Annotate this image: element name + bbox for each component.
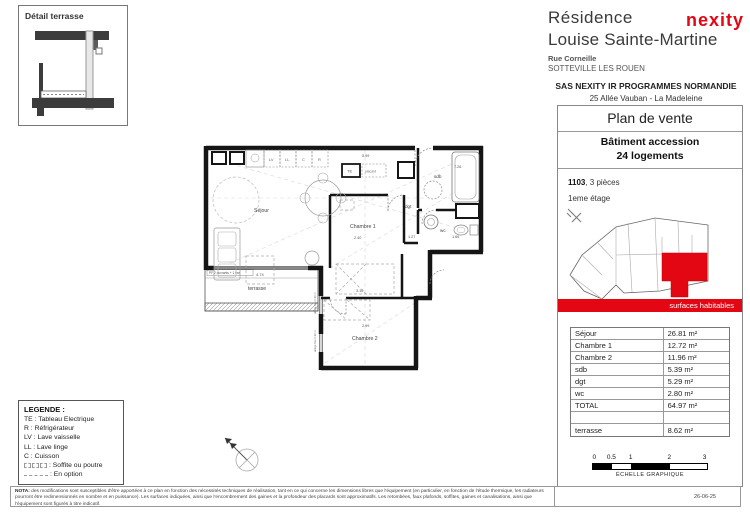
graphic-scale [592, 454, 708, 478]
legend-title: LEGENDE : [24, 405, 65, 414]
building-info [558, 132, 742, 169]
table-row: dgt 5.29 m² [571, 376, 729, 388]
appliance-lv: LV [269, 157, 274, 162]
residence-title-line1: Résidence [548, 8, 633, 27]
footer-strip [10, 486, 741, 507]
highlighted-unit-1103 [662, 253, 707, 297]
dim-ch2: 2.99 [362, 324, 370, 328]
street-address: Rue Corneille [548, 54, 597, 63]
wc-label: wc [440, 228, 446, 233]
chambre2-label: Chambre 2 [352, 336, 378, 342]
dim-sdb: 7.26 [454, 165, 462, 169]
plan-date: 26-06-25 [554, 487, 740, 506]
window-label-2: allège fixe 0.90 m [313, 330, 317, 352]
legend-box [18, 400, 124, 485]
table-row: Chambre 2 11.96 m² [571, 352, 729, 364]
floor-plan [190, 138, 500, 438]
residence-title-line2: Louise Sainte-Martine [548, 30, 718, 49]
appliance-c: C [302, 157, 305, 162]
detail-terrasse-box [18, 5, 128, 126]
unit-floor: 1eme étage [568, 194, 611, 204]
dim-sejour: 5.99 [362, 154, 370, 158]
appliance-r: R [318, 157, 321, 162]
placard-label: placard [365, 169, 377, 174]
table-row: Chambre 1 12.72 m² [571, 340, 729, 352]
terrasse-dim: 4.74 [256, 272, 264, 277]
company-name: SAS NEXITY IR PROGRAMMES NORMANDIE [555, 81, 737, 91]
building-line1: Bâtiment accession [600, 136, 700, 148]
scale-tick: 3 [702, 454, 707, 461]
exterior-walls [206, 146, 483, 370]
te-label: TE [347, 168, 353, 174]
sdb-label: sdb [434, 174, 442, 179]
terrasse-area [205, 268, 318, 311]
scale-bar-segments [592, 463, 708, 470]
window-label-1: allège fixe 0.90 m [313, 292, 317, 314]
dim-wc: 1.66 [452, 235, 460, 239]
city-address: SOTTEVILLE LES ROUEN [548, 64, 645, 73]
sejour-furniture [213, 173, 346, 284]
nota-text: NOTA: des modifications sont susceptibles d'être apportées à ce plan en fonction des nécessités techniques de réalisation, tant en ce qui concerne les dimensions libres que l'équipement (en particulier, en fonction de l'étude thermique, les radiateurs pourront être redimensionnés en nombre et en puissance). Les surfaces indiquées, ainsi que l'encombrement des gaines et la profondeur des placards sont approximatifs. Les retombées, faux plafonds, soffites, gaines et canalisations, ainsi que l'équipement sont figurés à titre indicatif. [15, 489, 544, 507]
scale-tick: 0.5 [606, 454, 616, 461]
kitchen-strip [212, 150, 328, 167]
scale-tick: 2 [667, 454, 672, 461]
terrace-section-drawing [25, 21, 121, 121]
unit-info [558, 169, 742, 189]
detail-terrasse-title: Détail terrasse [25, 11, 84, 21]
table-row: sdb 5.39 m² [571, 364, 729, 376]
building-line2: 24 logements [616, 149, 684, 162]
legend-soffite-row: : Soffite ou poutre [24, 461, 118, 471]
legend-item: LV : Lave vaisselle [24, 434, 81, 442]
company-address: 25 Allée Vauban - La Madeleine [589, 94, 703, 103]
unit-number: 1103 [568, 178, 586, 188]
table-row-empty [571, 412, 729, 424]
dim-ch1-d: 3.10 [356, 289, 364, 293]
dim-ch1-w: 2.40 [354, 236, 362, 240]
nexity-logo: nexity [685, 10, 744, 30]
legend-item: LL : Lave linge [24, 443, 68, 451]
legend-option-row: : En option [24, 470, 118, 480]
dim-dgt: 1.27 [408, 235, 416, 239]
soffite-symbol [24, 463, 47, 468]
table-row-total: TOTAL 64.97 m² [571, 400, 729, 412]
option-symbol [24, 475, 48, 476]
plan-title: Plan de vente [558, 106, 742, 132]
entry-storage [342, 162, 414, 178]
scale-caption: ÉCHELLE GRAPHIQUE [615, 472, 685, 478]
legend-item: R : Réfrigérateur [24, 425, 75, 433]
document-header [548, 8, 744, 103]
plan-info-panel [557, 105, 743, 487]
terrasse-label: terrasse [248, 286, 267, 292]
surfaces-habitables-bar: surfaces habitables [558, 299, 742, 312]
dgt-label: dgt [405, 204, 412, 209]
legend-item: TE : Tableau Electrique [24, 416, 95, 423]
chambre1-label: Chambre 1 [350, 224, 376, 230]
table-row: Séjour 26.81 m² [571, 328, 729, 340]
scale-tick: 0 [592, 454, 597, 461]
bathroom-fixtures [424, 152, 479, 235]
unit-type: , 3 pièces [585, 178, 620, 188]
surfaces-table [570, 327, 730, 437]
sejour-label: Séjour [254, 208, 269, 214]
table-row-terrasse: terrasse 8.62 m² [571, 424, 729, 436]
legend-item: C : Cuisson [24, 452, 60, 460]
building-key-plan [558, 203, 744, 299]
north-compass-icon [215, 432, 271, 482]
appliance-ll: LL [285, 157, 290, 162]
scale-tick: 1 [628, 454, 633, 461]
table-row: wc 2.80 m² [571, 388, 729, 400]
window-note: PF 2 ouvrants + 1 fixe [209, 271, 241, 275]
chambre2-furniture [324, 300, 370, 320]
